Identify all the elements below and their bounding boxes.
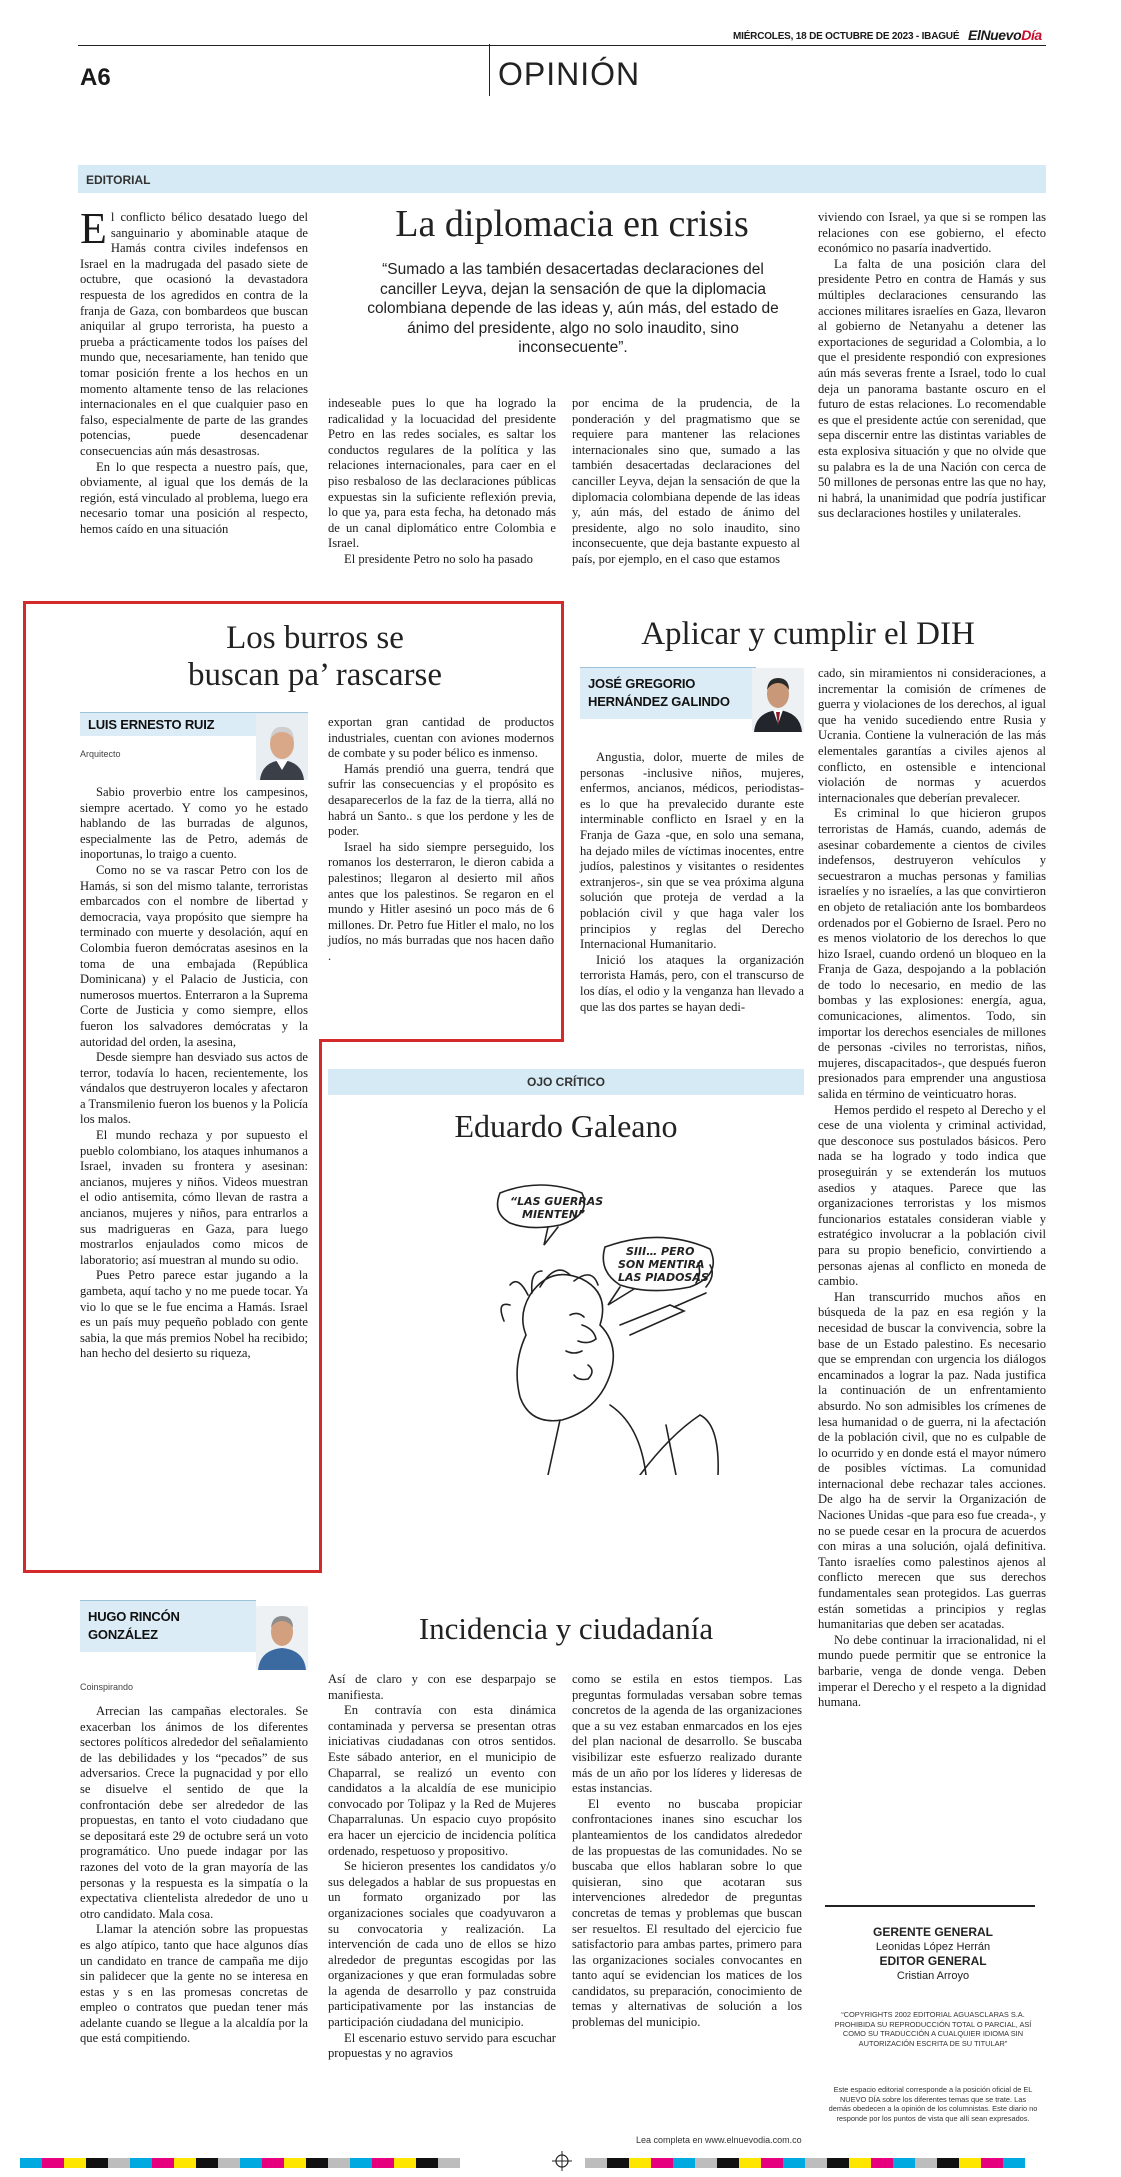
logo-el: El bbox=[968, 27, 981, 43]
section-divider bbox=[489, 44, 490, 96]
bubble-1-line-2: MIENTEN” bbox=[522, 1208, 586, 1221]
burros-paragraph: Sabio proverbio entre los campesinos, siempre acertado. Y como yo he estado hablando de las burradas de algunos, especialmente las de Petro, además de inoportunas, lo traigo a cuento. bbox=[80, 785, 308, 862]
editorial-paragraph: La falta de una posición clara del presidente Petro en contra de Hamás y sus múltiples declaraciones censurando las acciones militares israelíes en Gaza, llevaron al gobierno de Netanyahu a detener las exportaciones de seguridad a Colombia, a lo que el presidente respondió con expresiones aún más severas frente a Israel, todo lo cual deja un panorama bastante oscuro en el futuro de estas relaciones. Lo recomendable es que el presidente actúe con serenidad, que sepa discernir entre las distintas variables de esta explosiva situación y que no olvide que su palabra es la de una Nación con cerca de 50 millones de personas entre las que no hay, ni habrá, la unanimidad que podría justificar sus declaraciones hostiles y unilaterales. bbox=[818, 256, 1046, 521]
editorial-column-3 bbox=[572, 396, 800, 568]
editorial-paragraph: indeseable pues lo que ha logrado la radicalidad y la locuacidad del presidente Petro en las redes sociales, es saltar los conductos regulares de la política y las relaciones internacionales, para caer en el piso resbaloso de las declaraciones públicas expuestas sin la suficiente reflexión previa, lo que ya, para esta fecha, ha detonado más de un canal diplomático entre Colombia e Israel. bbox=[328, 396, 556, 551]
incidencia-paragraph: En contravía con esta dinámica contaminada y perversa se presentan otras iniciativas ciudadanas con otros sentidos. Este sábado anterior, en el municipio de Chaparral, se realizó un evento con candidatos a la alcaldía de ese municipio convocado por Tolipaz y la Red de Mujeres Chaparralunas. Un espacio cuyo propósito era hacer un ejercicio de incidencia política ordenado, respetuoso y propositivo. bbox=[328, 1703, 556, 1858]
incidencia-paragraph: como se estila en estos tiempos. Las preguntas formuladas versaban sobre temas concretos de la agenda de las organizaciones que a su vez estaban enmarcados en los ejes del plan nacional de desarrollo. Se buscaba visibilizar este esfuerzo realizado durante más de un año por los líderes y lideresas de estas instancias. bbox=[572, 1672, 802, 1796]
dih-byline bbox=[580, 667, 756, 719]
editorial-paragraph: por encima de la prudencia, de la ponderación y del pragmatismo que se requiere para mantener las relaciones internacionales sino que, sumado a las también desacertadas declaraciones del canciller Leyva, dejan la sensación de que la diplomacia colombiana depende de las ideas y, aún más, del estado de ánimo del presidente, algo no solo inaudito, sino inconsecuente, que deja bastante expuesto al país, por ejemplo, en el caso que estamos bbox=[572, 396, 800, 566]
dih-paragraph: cado, sin miramientos ni consideraciones, a incrementar la comisión de crímenes de guerra y violaciones de los derechos, al igual que ha venido sucediendo entre Rusia y Ucrania. Contiene la vulneración de las más elementales garantías a civiles ajenos al conflicto, en ostensible e intencional violación de normas y acuerdos internacionales que deberían prevalecer. bbox=[818, 666, 1046, 805]
editorial-label: EDITORIAL bbox=[86, 173, 151, 187]
editor-label: EDITOR GENERAL bbox=[879, 1954, 987, 1968]
incidencia-paragraph: Así de claro y con ese desparpajo se manifiesta. bbox=[328, 1672, 556, 1702]
registration-color-bar-right bbox=[585, 2158, 1105, 2168]
incidencia-title: Incidencia y ciudadanía bbox=[418, 1611, 714, 1646]
bubble-2-line-3: LAS PIADOSAS bbox=[618, 1271, 709, 1284]
incidencia-byline bbox=[80, 1600, 256, 1652]
incidencia-paragraph: Se hicieron presentes los candidatos y/o sus delegados a hablar de sus propuestas en un formato organizado por las organizaciones sociales que coadyuvaron a su convocatoria y realización. La intervención de cada uno de ellos se hizo alrededor de preguntas escogidas por las organizaciones y que eran formuladas sobre la agenda de desarrollo y paz construida participativamente por las instancias de participación ciudadana del municipio. bbox=[328, 1859, 556, 2030]
dih-paragraph: Angustia, dolor, muerte de miles de personas -inclusive niños, mujeres, enfermos, ancianos, médicos, periodistas- es lo que ha prevalecido durante este interminable conflicto en Israel y en la Franja de Gaza -que, en solo una semana, ha dejado miles de víctimas inocentes, entre judíos, palestinos y visitantes o residentes extranjeros-, sin que se vea próxima alguna solución que proteja de verdad a la población civil y que haga valer los principios y reglas del Derecho Internacional Humanitario. bbox=[580, 750, 804, 952]
bubble-2-line-1: SIII… PERO bbox=[626, 1245, 695, 1258]
read-more-link[interactable]: Lea completa en www.elnuevodia.com.co bbox=[636, 2135, 802, 2145]
incidencia-author-line-2: GONZÁLEZ bbox=[88, 1627, 158, 1642]
burros-paragraph: Pues Petro parece estar jugando a la gambeta, aquí tacho y no me puede tocar. Ya vio lo que se le fue encima a Hamás. Israel es un país muy pequeño poblado con gente sabia, la que más premios Nobel ha recibido; han hecho del desierto su riqueza, bbox=[80, 1268, 308, 1361]
editorial-column-2 bbox=[328, 396, 556, 568]
staff-rule bbox=[825, 1905, 1035, 1907]
staff-box bbox=[818, 1925, 1048, 1983]
burros-paragraph: Desde siempre han desviado sus actos de terror, todavía lo hacen, recientemente, los vándalos que destruyeron locales y afectaron a Transmilenio fueron los buenos y la Policía los malos. bbox=[80, 1050, 308, 1127]
editor-name: Cristian Arroyo bbox=[896, 1970, 970, 1982]
dih-author-line-1: JOSÉ GREGORIO bbox=[588, 676, 696, 691]
issue-date: MIÉRCOLES, 18 DE OCTUBRE DE 2023 - IBAGUÉ bbox=[733, 31, 960, 42]
incidencia-paragraph: El escenario estuvo servido para escuchar propuestas y no agravios bbox=[328, 2030, 556, 2061]
incidencia-column-3 bbox=[572, 1672, 802, 2031]
editorial-paragraph: viviendo con Israel, ya que si se rompen las relaciones con ese gobierno, el efecto económico no pasaría inadvertido. bbox=[818, 210, 1046, 256]
dih-column-2 bbox=[818, 666, 1046, 1711]
highlight-outline-top bbox=[23, 601, 564, 604]
burros-paragraph: Israel ha sido siempre perseguido, los romanos los desterraron, le dieron cabida a palestinos; llegaron al desierto mil años antes que los palestinos. Se regaron en el mundo y Hitler asesinó un poco más de 6 millones. Dr. Petro fue Hitler el malo, no los judíos, no más burradas que nos hacen daño . bbox=[328, 839, 554, 963]
page-number: A6 bbox=[80, 64, 111, 91]
editorial-title: La diplomacia en crisis bbox=[395, 203, 749, 245]
editorial-paragraph: El conflicto bélico desatado luego del sanguinario y abominable ataque de Hamás contra civiles indefensos en Israel en la madrugada del pasado siete de octubre, que ocasionó la devastadora respuesta de los agredidos en contra de la franja de Gaza, con bombardeos que buscan aniquilar al grupo terrorista, ha puesto a prueba a prácticamente todos los países del mundo que, necesariamente, han tenido que tomar posición frente a los hechos en un momento altamente tenso de las relaciones internacionales en el que cualquier paso en falso, especialmente de parte de las grandes potencias, puede desencadenar consecuencias aún más desastrosas. bbox=[80, 204, 308, 458]
dih-paragraph: Han transcurrido muchos años en búsqueda de la paz en esa región y la necesidad de buscar la convivencia, sobre la base de un Estado palestino. Es necesario que se emprendan con urgencia los diálogos encaminados a lograr la paz. Nada justifica la continuación de un enfrentamiento absurdo. No son admisibles los crímenes de lesa humanidad o de guerra, ni la afectación de la población civil, que no es culpable de lo ocurrido y en donde está el mayor número de posibles víctimas. La comunidad internacional debe rechazar tales acciones. De algo ha de servir la Organización de Naciones Unidas -que para eso fue creada-, y no se puede cesar en la procura de acuerdos con miras a una solución, ojalá definitiva. Tanto israelíes como palestinos ajenos al conflicto merecen que sus derechos fundamentales sean protegidos. Las guerras están sometidas a principios y reglas humanitarias que deben ser acatadas. bbox=[818, 1289, 1046, 1632]
newspaper-logo bbox=[968, 27, 1042, 43]
burros-author-avatar bbox=[256, 714, 308, 780]
editorial-disclaimer: Este espacio editorial corresponde a la posición oficial de EL NUEVO DÍA sobre los diferentes temas que se trate. Las demás obedecen a la opinión de los columnistas. Este diario no responde por los puntos de vista que allí sean expresados. bbox=[828, 2085, 1038, 2123]
gerente-name: Leonidas López Herrán bbox=[875, 1941, 991, 1953]
dih-author-avatar bbox=[752, 668, 804, 732]
bubble-1-line-1: “LAS GUERRAS bbox=[510, 1195, 604, 1208]
highlight-outline-bottom bbox=[23, 1570, 322, 1573]
burros-column-2 bbox=[328, 715, 554, 965]
editorial-column-4 bbox=[818, 210, 1046, 522]
cartoon-illustration bbox=[470, 1175, 750, 1475]
cartoon-title: Eduardo Galeano bbox=[454, 1108, 678, 1144]
burros-author-role: Arquitecto bbox=[80, 749, 121, 759]
burros-title-line-1: Los burros se bbox=[226, 620, 404, 656]
gerente-label: GERENTE GENERAL bbox=[872, 1925, 993, 1939]
editorial-band bbox=[78, 165, 1046, 193]
dih-paragraph: Inició los ataques la organización terrorista Hamás, pero, con el transcurso de los días, el odio y la venganza han llevado a que las dos partes se hayan dedi- bbox=[580, 952, 804, 1014]
highlight-outline-right-lower bbox=[319, 1039, 322, 1573]
dih-column-1 bbox=[580, 750, 804, 1015]
incidencia-paragraph: Llamar la atención sobre las propuestas es algo atípico, tanto que hace algunos días un candidato en trance de campaña me dijo sin palidecer que la gente no se interesa en estas y s en las promesas concretas de empleo o contratos que puedan tener más adelante cuando se llegue a la alcaldía por la que está compitiendo. bbox=[80, 1922, 308, 2046]
dih-paragraph: No debe continuar la irracionalidad, ni el mundo puede permitir que se entronice la barbarie, venga de donde venga. Deben imperar el Derecho y el respeto a la dignidad humana. bbox=[818, 1632, 1046, 1710]
burros-paragraph: El mundo rechaza y por supuesto el pueblo colombiano, los ataques inhumanos a Israel, invaden su frontera y asesinan: ancianos, mujeres y niños. Videos muestran el odio antisemita, cómo llevan de rastra a ancianos, mujeres y niños, para entrarlos a sus madrigueras en Gaza, para luego mostrarlos enjaulados como micos de laboratorio; así muestran al mundo su odio. bbox=[80, 1128, 308, 1267]
incidencia-paragraph: El evento no buscaba propiciar confrontaciones inanes sino escuchar los planteamientos de los candidatos alrededor de las propuestas de las comunidades. No se buscaba que ellos hablaran sobre lo que quisieran, sino que acotaran sus intervenciones alrededor de preguntas concretas de temas y problemas que buscan ser resueltos. El resultado del ejercicio fue satisfactorio para ambas partes, primero para las organizaciones sociales convocantes en tanto aquí se evidencian los matices de los candidatos, su preparación, conocimiento de temas y alternativas de solución a los problemas del municipio. bbox=[572, 1796, 802, 2030]
cartoon-drawing bbox=[470, 1175, 750, 1475]
burros-title bbox=[80, 620, 550, 694]
incidencia-author-avatar bbox=[256, 1606, 308, 1670]
dih-author-line-2: HERNÁNDEZ GALINDO bbox=[588, 694, 730, 709]
highlight-outline-left bbox=[23, 601, 26, 1573]
burros-paragraph: Como no se va rascar Petro con los de Hamás, si son del mismo talante, terroristas embarcados con el nombre de libertad y democracia, vaya propósito que siempre ha terminado con muerte y desolación, aquí en Colombia fueron demócratas asesinos en la toma de una embajada (República Dominicana) y el Palacio de Justicia, con numerosos muertos. Enterraron a la Suprema Corte de Justicia y como siempre, ellos fueron los salvadores demócratas y la autoridad del orden, la asesina, bbox=[80, 862, 308, 1049]
burros-paragraph: Hamás prendió una guerra, tendrá que sufrir las consecuencias y el propósito es desaparecerlos de la faz de la tierra, allá no habrá un Santo.. s que los perdone y les de poder. bbox=[328, 761, 554, 839]
incidencia-column-2 bbox=[328, 1672, 556, 2062]
copyright-notice: “COPYRIGHTS 2002 EDITORIAL AGUASCLARAS S.A. PROHIBIDA SU REPRODUCCIÓN TOTAL O PARCIAL, ASÍ COMO SU TRADUCCIÓN A CUALQUIER IDIOMA SIN AUTORIZACIÓN ESCRITA DE SU TITULAR” bbox=[834, 2010, 1032, 2048]
incidencia-author-role: Coinspirando bbox=[80, 1682, 134, 1692]
incidencia-paragraph: Arrecian las campañas electorales. Se exacerban los ánimos de los diferentes sectores políticos alrededor del señalamiento de las debilidades y los “pecados” de sus adversarios. Crece la pugnacidad y por ello se disuelve el sentido de que la confrontación debe ser alrededor de las propuestas, en tanto el voto ciudadano que se depositará este 29 de octubre será un voto programático. Uno puede indagar por las razones del voto de la gran mayoría de las personas y la respuesta es la simpatía o la expectativa clientelista alrededor de uno u otro candidato. Mala cosa. bbox=[80, 1704, 308, 1921]
registration-color-bar-left bbox=[20, 2158, 540, 2168]
dih-paragraph: Es criminal lo que hicieron grupos terroristas de Hamás, cuando, además de asesinar cobardemente a cientos de civiles indefensos, destruyeron vehículos y secuestraron a muchas personas y familias israelíes y no israelíes, a las que convirtieron en objeto de retaliación ante los bombardeos ordenados por el Gobierno de Israel. Pero no es menos violatorio de los derechos lo que hizo Israel, cuando ordenó un bloqueo en la Franja de Gaza, despojando a la población de todo lo necesario, en medio de las bombas y las explosiones: energía, agua, comunicaciones, alimentos. Todo, sin importar los derechos esenciales de millones de personas -civiles no terroristas, niños, mujeres, discapacitados-, que después fueron presionados para emprender una angustiosa salida en término de veinticuatro horas. bbox=[818, 806, 1046, 1102]
logo-dia: Día bbox=[1021, 27, 1042, 43]
registration-mark-icon bbox=[552, 2151, 572, 2171]
highlight-outline-middle bbox=[319, 1039, 564, 1042]
bubble-2-line-2: SON MENTIRA bbox=[618, 1258, 705, 1271]
highlight-outline-right-upper bbox=[561, 601, 564, 1041]
editorial-column-1 bbox=[80, 204, 308, 537]
burros-title-line-2: buscan pa’ rascarse bbox=[187, 657, 443, 693]
logo-nuevo: Nuevo bbox=[980, 27, 1022, 43]
incidencia-author-line-1: HUGO RINCÓN bbox=[88, 1609, 180, 1624]
incidencia-column-1 bbox=[80, 1704, 308, 2047]
section-title: OPINIÓN bbox=[498, 56, 641, 92]
dih-paragraph: Hemos perdido el respeto al Derecho y el cese de una violenta y criminal actividad, que desconoce sus postulados básicos. Pero nada se ha logrado y todo indica que proseguirán y se extenderán los mutuos asedios y ataques. Parece que las organizaciones terroristas y los mismos funcionarios estatales consideran viable y estratégico involucrar a la población civil para su propio beneficio, convirtiendo a personas ajenas al conflicto en moneda de cambio. bbox=[818, 1102, 1046, 1289]
ojo-critico-label: OJO CRÍTICO bbox=[526, 1075, 605, 1089]
burros-author: LUIS ERNESTO RUIZ bbox=[88, 717, 215, 732]
editorial-paragraph: El presidente Petro no solo ha pasado bbox=[344, 551, 533, 566]
masthead-rule bbox=[78, 45, 1046, 46]
burros-column-1 bbox=[80, 785, 308, 1362]
editorial-pullquote: “Sumado a las también desacertadas declaraciones del canciller Leyva, dejan la sensación de que la diplomacia colombiana depende de las ideas y, aún más, del estado de ánimo del presidente, algo no solo inaudito, sino inconsecuente”. bbox=[367, 261, 779, 356]
dih-title: Aplicar y cumplir el DIH bbox=[641, 616, 975, 652]
burros-paragraph: exportan gran cantidad de productos industriales, cuentan con aviones modernos de combate y su poder bélico es inmenso. bbox=[328, 715, 554, 761]
editorial-paragraph: En lo que respecta a nuestro país, que, obviamente, al igual que los demás de la región, está vinculado al problema, luego era necesario tomar una posición al respecto, hemos caído en una situación bbox=[80, 459, 308, 536]
